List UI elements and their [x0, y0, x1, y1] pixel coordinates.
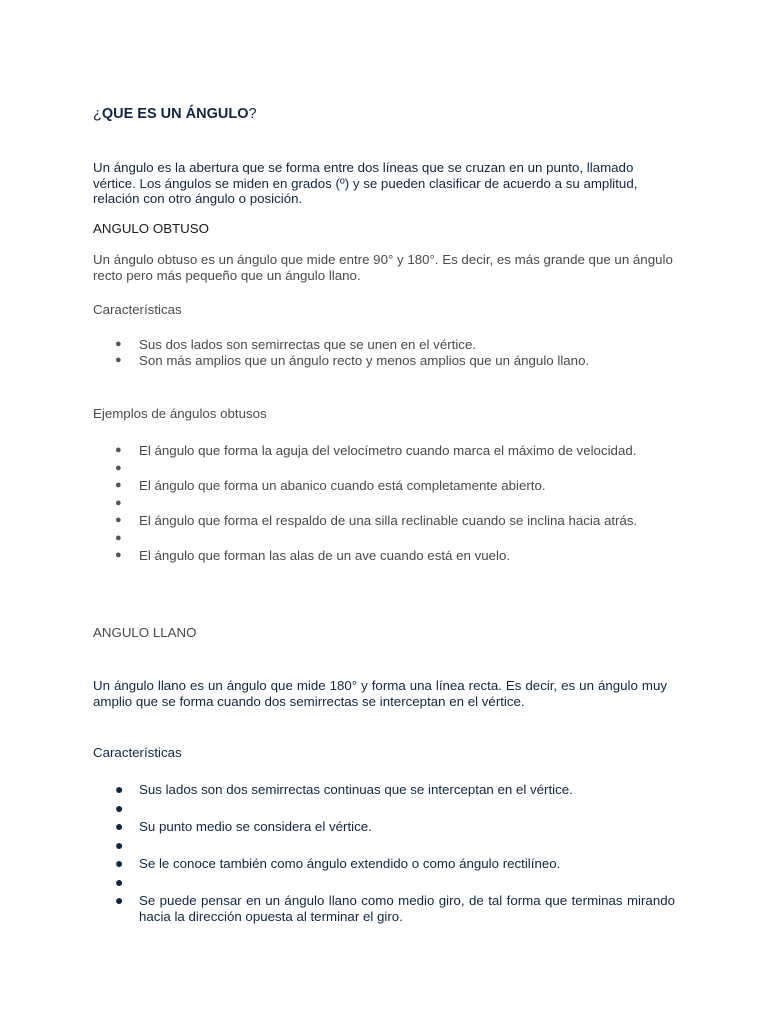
list-item [93, 875, 675, 891]
bullet-icon: ● [115, 496, 122, 509]
list-item: ● El ángulo que forma la aguja del velocímetro cuando marca el máximo de velocidad. [115, 443, 637, 458]
bullet-icon: ● [115, 836, 124, 853]
intro-paragraph: Un ángulo es la abertura que se forma entre dos líneas que se cruzan en un punto, llamado vértice. Los ángulos se miden en grados (º) y se pueden clasificar de acuerdo a su amplitud, relación con otro ángulo o posición. [93, 160, 638, 206]
bullet-icon: ● [115, 873, 124, 890]
obtuso-definition: Un ángulo obtuso es un ángulo que mide entre 90° y 180°. Es decir, es más grande que un ángulo recto pero más pequeño que un ángulo llano. [93, 252, 673, 283]
obtuso-examples-list [93, 443, 668, 564]
bullet-icon: ● [115, 479, 122, 491]
obtuso-heading: ANGULO OBTUSO [93, 221, 209, 236]
list-item: ● Sus lados son dos semirrectas continuas que se interceptan en el vértice. [115, 781, 573, 797]
llano-characteristics-heading: Características [93, 745, 182, 760]
list-item [93, 461, 668, 477]
obtuso-characteristics-heading: Características [93, 302, 182, 317]
bullet-icon: ● [115, 531, 122, 544]
list-item: ● El ángulo que forma el respaldo de una silla reclinable cuando se inclina hacia atrás. [115, 513, 638, 528]
llano-heading: ANGULO LLANO [93, 625, 197, 640]
bullet-icon: ● [115, 338, 122, 350]
obtuso-examples-heading: Ejemplos de ángulos obtusos [93, 406, 267, 421]
bullet-icon: ● [115, 855, 124, 871]
list-item [93, 531, 668, 547]
bullet-icon: ● [115, 781, 124, 797]
page-title: ¿QUE ES UN ÁNGULO? [93, 106, 257, 122]
list-item [93, 801, 675, 817]
bullet-icon: ● [115, 461, 122, 474]
list-item: ● Sus dos lados son semirrectas que se unen en el vértice. [115, 337, 477, 352]
list-item: ● Su punto medio se considera el vértice. [115, 818, 372, 834]
llano-definition: Un ángulo llano es un ángulo que mide 180° y forma una línea recta. Es decir, es un ángulo muy amplio que se forma cuando dos semirrectas se interceptan en el vértice. [93, 678, 667, 709]
bullet-icon: ● [115, 799, 124, 816]
list-item [93, 496, 668, 512]
bullet-icon: ● [115, 549, 122, 561]
bullet-icon: ● [115, 353, 122, 366]
list-item: ● El ángulo que forma un abanico cuando está completamente abierto. [115, 478, 546, 493]
bullet-icon: ● [115, 818, 124, 834]
obtuso-characteristics-list [93, 337, 668, 368]
llano-characteristics-list [93, 782, 675, 924]
list-item: ● El ángulo que forman las alas de un ave cuando está en vuelo. [115, 548, 511, 563]
bullet-icon: ● [115, 514, 122, 526]
bullet-icon: ● [115, 444, 122, 456]
list-item: ● Son más amplios que un ángulo recto y menos amplios que un ángulo llano. [115, 352, 590, 368]
list-item: ● Se puede pensar en un ángulo llano como medio giro, de tal forma que terminas mirando hacia la dirección opuesta al terminar el giro. [115, 892, 675, 924]
bullet-icon: ● [115, 892, 124, 908]
list-item [93, 838, 675, 854]
list-item: ● Se le conoce también como ángulo extendido o como ángulo rectilíneo. [115, 855, 561, 871]
